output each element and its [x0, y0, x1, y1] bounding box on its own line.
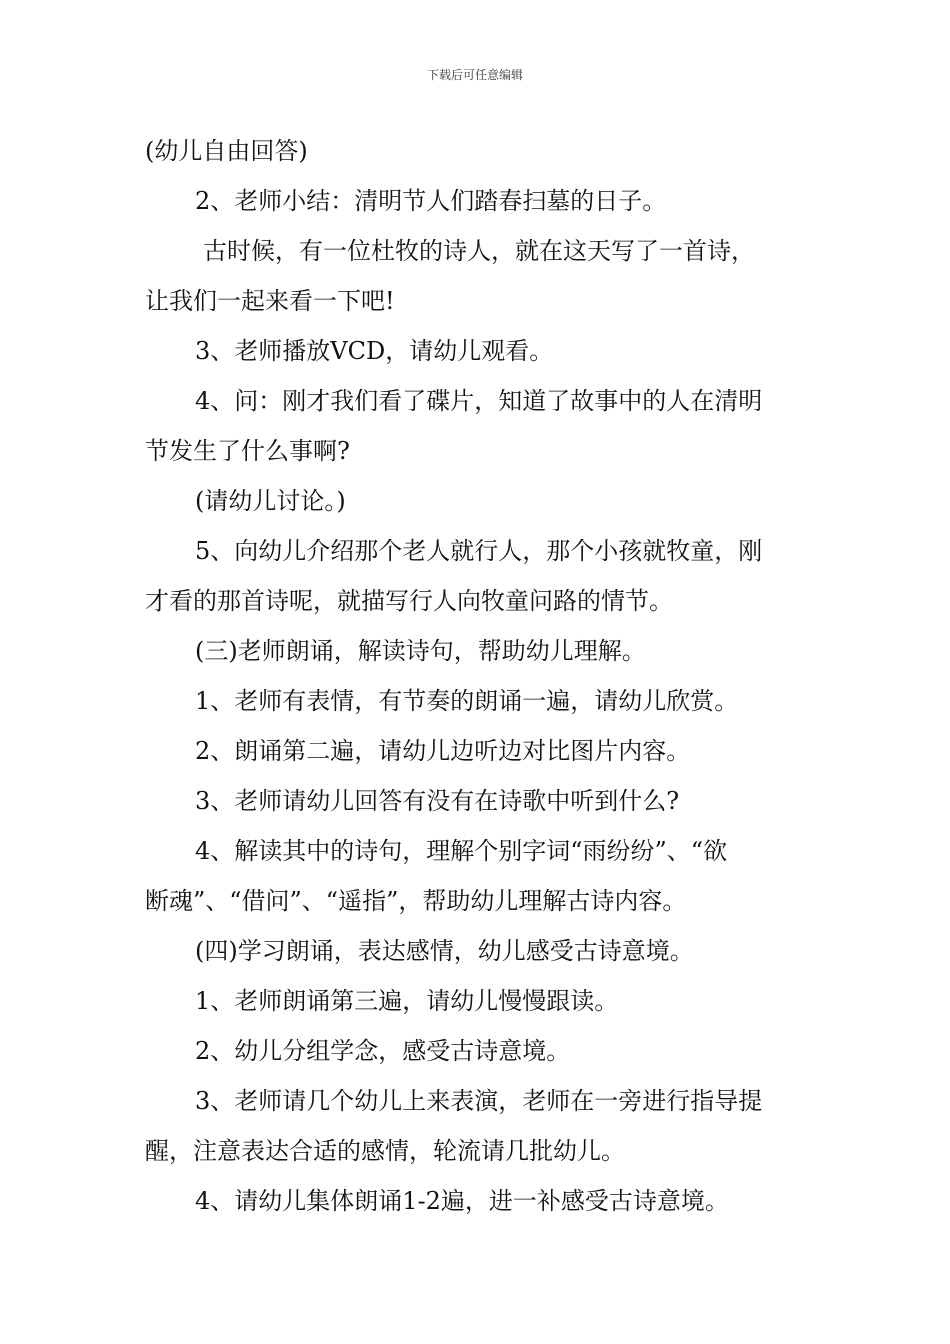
text-line: 5、向幼儿介绍那个老人就行人，那个小孩就牧童，刚: [195, 537, 763, 565]
text-line: 2、朗诵第二遍，请幼儿边听边对比图片内容。: [195, 737, 691, 765]
text-line: (三)老师朗诵，解读诗句，帮助幼儿理解。: [195, 637, 646, 665]
text-line: (请幼儿讨论。): [195, 487, 346, 515]
text-line: 4、解读其中的诗句，理解个别字词“雨纷纷”、“欲: [195, 837, 728, 865]
text-line: 4、请幼儿集体朗诵1-2遍，进一补感受古诗意境。: [195, 1187, 729, 1215]
text-line: 3、老师请几个幼儿上来表演，老师在一旁进行指导提: [195, 1087, 763, 1115]
text-line: 节发生了什么事啊?: [145, 437, 350, 465]
text-line: 古时候，有一位杜牧的诗人，就在这天写了一首诗，: [203, 237, 755, 265]
text-line: 让我们一起来看一下吧!: [145, 287, 395, 315]
text-line: (四)学习朗诵，表达感情，幼儿感受古诗意境。: [195, 937, 694, 965]
text-line: 2、老师小结：清明节人们踏春扫墓的日子。: [195, 187, 667, 215]
text-line: 1、老师朗诵第三遍，请幼儿慢慢跟读。: [195, 987, 619, 1015]
document-body: [145, 126, 810, 1226]
text-line: 醒，注意表达合适的感情，轮流请几批幼儿。: [145, 1137, 625, 1165]
text-line: (幼儿自由回答): [145, 137, 308, 165]
text-line: 4、问：刚才我们看了碟片，知道了故事中的人在清明: [195, 387, 763, 415]
text-line: 1、老师有表情，有节奏的朗诵一遍，请幼儿欣赏。: [195, 687, 739, 715]
text-line: 断魂”、“借问”、“遥指”，帮助幼儿理解古诗内容。: [145, 887, 687, 915]
page-header-note: 下载后可任意编辑: [426, 68, 523, 82]
text-line: 3、老师播放VCD，请幼儿观看。: [195, 337, 554, 365]
text-line: 才看的那首诗呢，就描写行人向牧童问路的情节。: [145, 587, 673, 615]
text-line: 3、老师请幼儿回答有没有在诗歌中听到什么?: [195, 787, 680, 815]
text-line: 2、幼儿分组学念，感受古诗意境。: [195, 1037, 571, 1065]
